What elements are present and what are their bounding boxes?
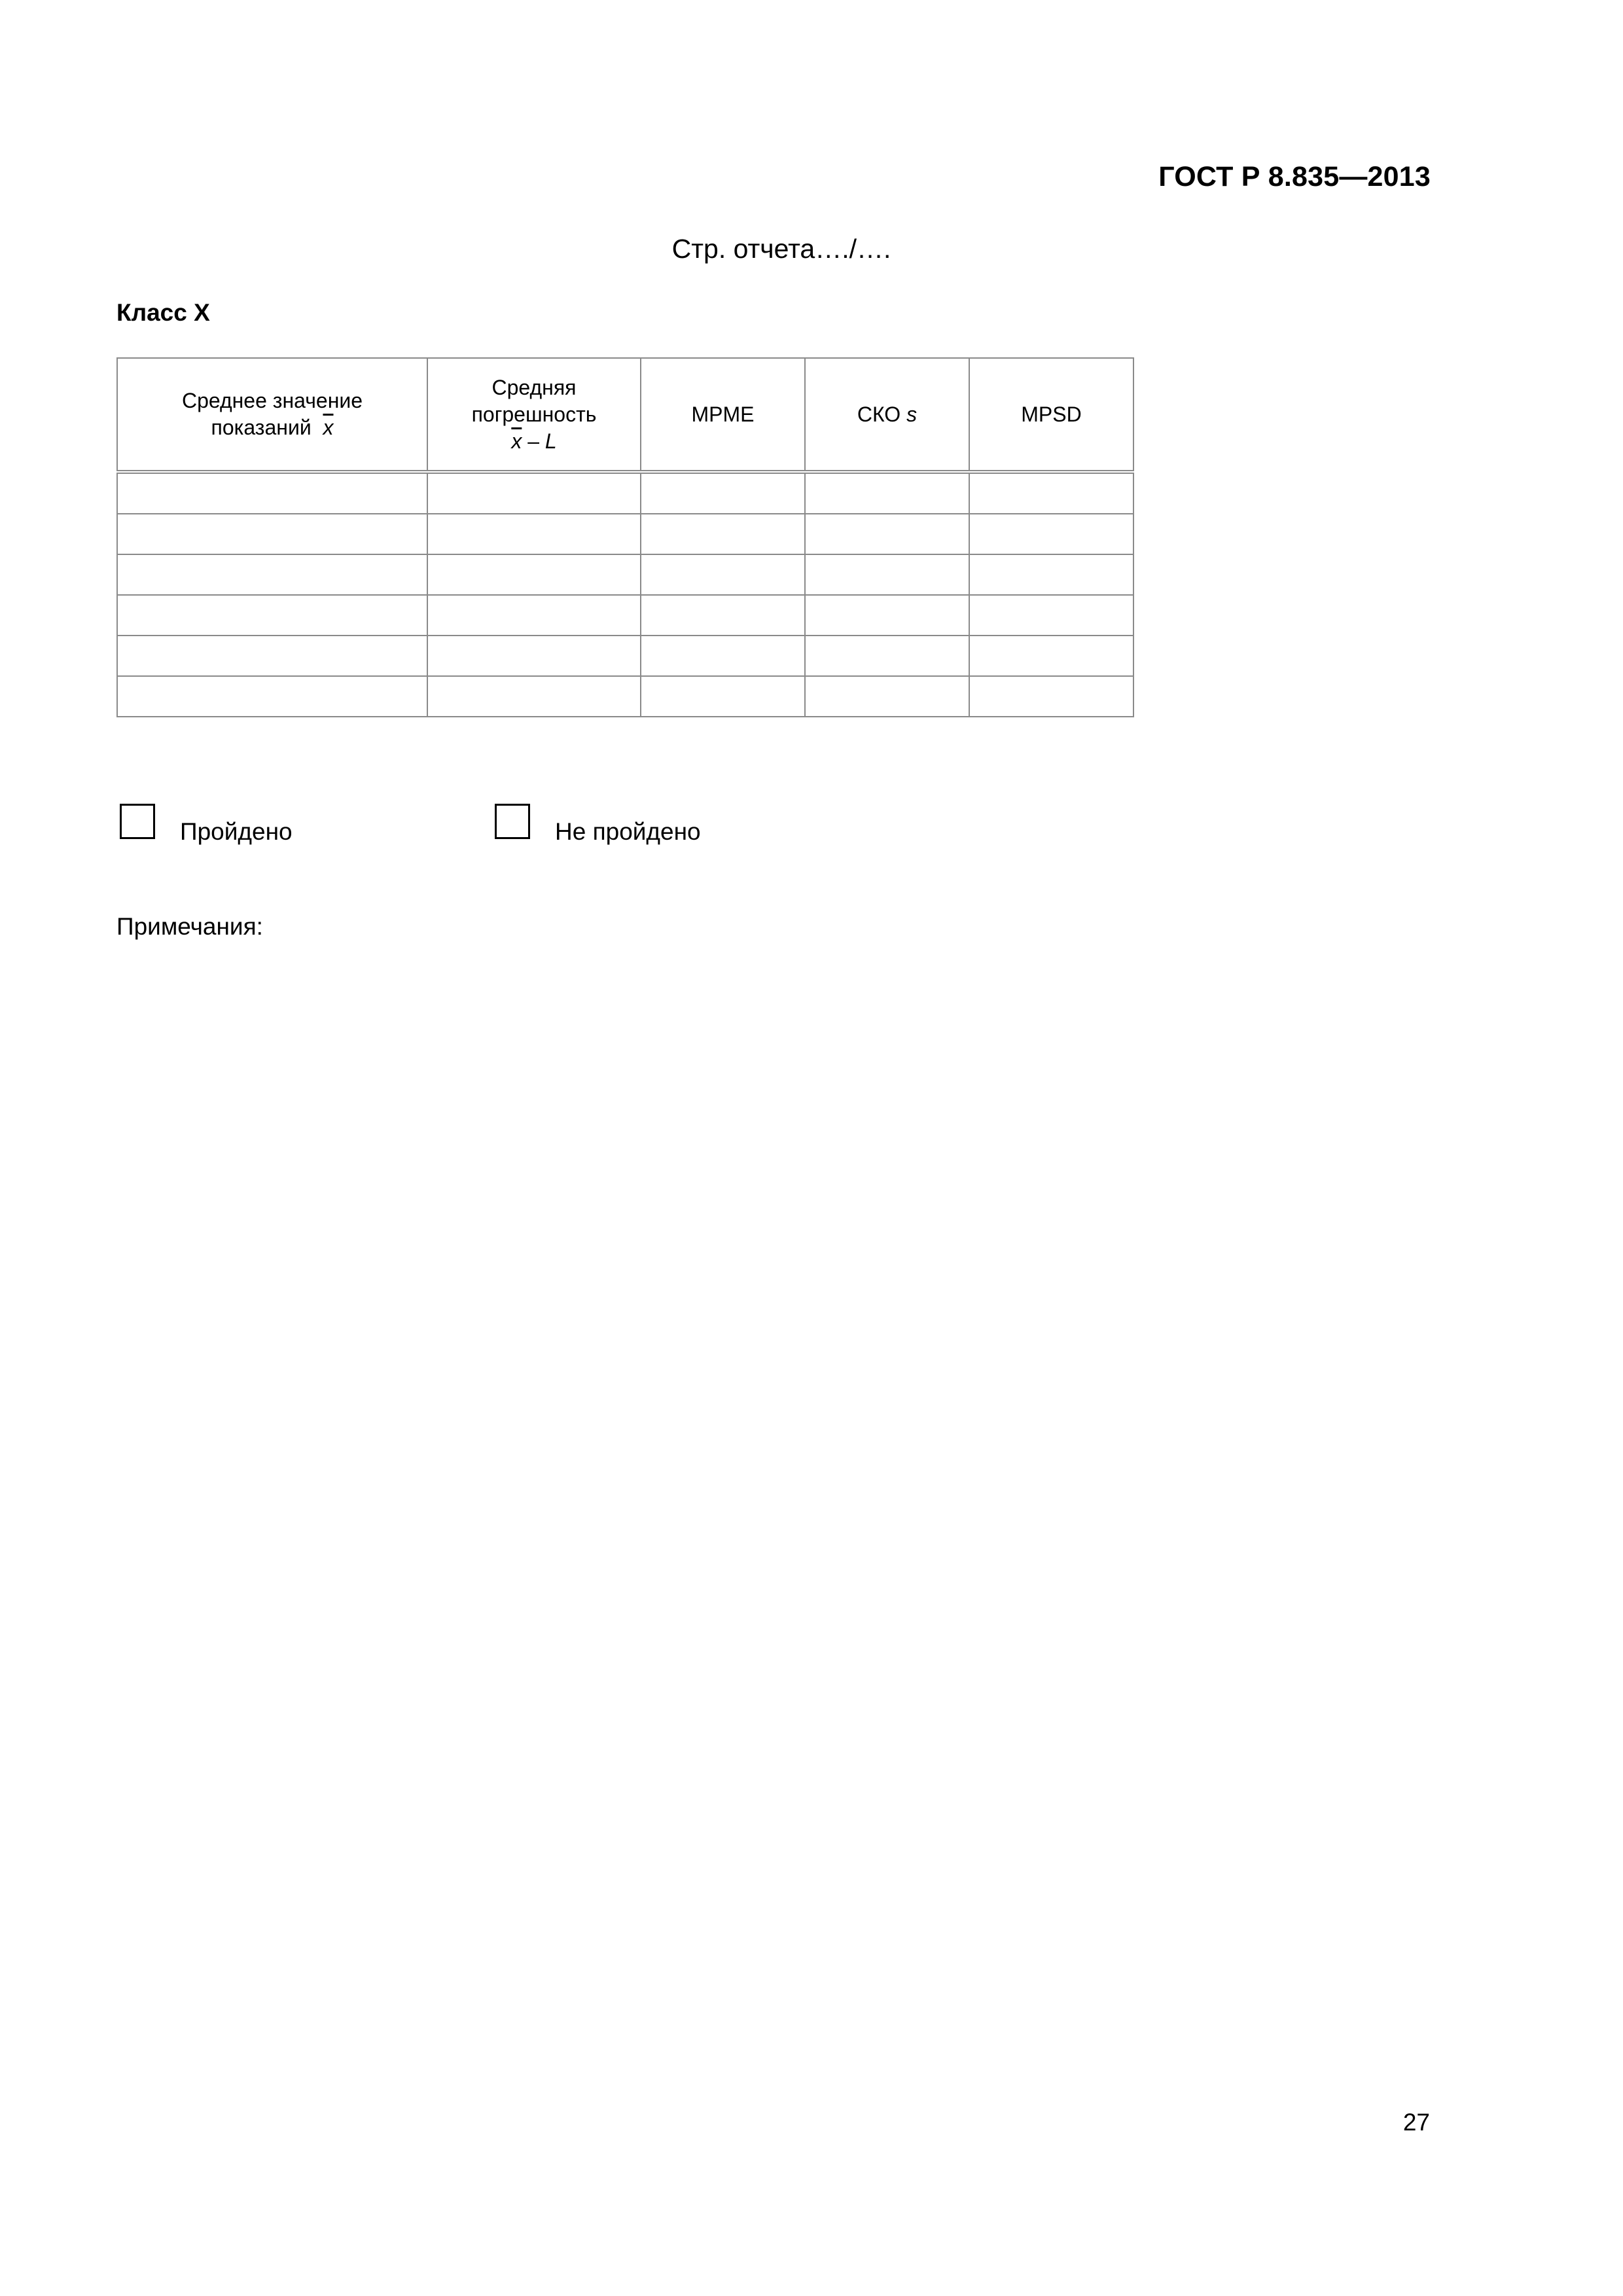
column-header-mean-error: Средняя погрешность $\overline{x}$ – L: [427, 358, 641, 472]
table-cell[interactable]: [427, 554, 641, 595]
table-cell[interactable]: [969, 636, 1133, 676]
results-table: [116, 357, 1134, 717]
table-cell[interactable]: [969, 595, 1133, 636]
table-row: [117, 554, 1133, 595]
class-title: Класс X: [116, 299, 210, 326]
table-cell[interactable]: [117, 676, 427, 717]
table-cell[interactable]: [805, 595, 969, 636]
column-header-mpme: MPME: [641, 358, 805, 472]
table-cell[interactable]: [641, 554, 805, 595]
table-cell[interactable]: [117, 514, 427, 554]
table-cell[interactable]: [427, 595, 641, 636]
report-page-counter: Стр. отчета…./….: [671, 234, 891, 264]
table-row: [117, 472, 1133, 514]
table-header-row: [117, 358, 1133, 472]
table-cell[interactable]: [969, 676, 1133, 717]
failed-label: Не пройдено: [555, 818, 701, 845]
table-cell[interactable]: [969, 514, 1133, 554]
table-cell[interactable]: [117, 636, 427, 676]
table-cell[interactable]: [117, 472, 427, 514]
table-cell[interactable]: [641, 595, 805, 636]
table-cell[interactable]: [805, 514, 969, 554]
table-cell[interactable]: [969, 554, 1133, 595]
table-row: [117, 595, 1133, 636]
column-header-mpsd: MPSD: [969, 358, 1133, 472]
table-cell[interactable]: [427, 472, 641, 514]
notes-label: Примечания:: [116, 913, 263, 940]
table-cell[interactable]: [427, 636, 641, 676]
table-cell[interactable]: [805, 554, 969, 595]
x-bar-symbol: $\overline{x}$: [323, 416, 334, 439]
column-header-sko: СКО s: [805, 358, 969, 472]
table-cell[interactable]: [641, 676, 805, 717]
table-cell[interactable]: [427, 514, 641, 554]
table-cell[interactable]: [117, 554, 427, 595]
table-cell[interactable]: [641, 472, 805, 514]
table-cell[interactable]: [805, 636, 969, 676]
x-bar-symbol: $\overline{x}$: [511, 429, 522, 453]
page-number: 27: [1402, 2109, 1430, 2136]
table-body: [117, 472, 1133, 717]
table-row: [117, 676, 1133, 717]
table-cell[interactable]: [117, 595, 427, 636]
failed-checkbox[interactable]: [495, 804, 530, 839]
s-symbol: s: [906, 402, 918, 426]
l-symbol: L: [544, 429, 557, 453]
result-options: [120, 804, 905, 850]
passed-label: Пройдено: [180, 818, 293, 845]
table-cell[interactable]: [641, 636, 805, 676]
table-row: [117, 636, 1133, 676]
passed-option[interactable]: [120, 804, 447, 850]
table-cell[interactable]: [969, 472, 1133, 514]
table-cell[interactable]: [427, 676, 641, 717]
standard-code: ГОСТ Р 8.835—2013: [1158, 161, 1431, 192]
table-row: [117, 514, 1133, 554]
failed-option[interactable]: [495, 804, 822, 850]
passed-checkbox[interactable]: [120, 804, 155, 839]
table-cell[interactable]: [641, 514, 805, 554]
table-cell[interactable]: [805, 676, 969, 717]
table-cell[interactable]: [805, 472, 969, 514]
column-header-mean-reading: Среднее значение показаний $\overline{x}$: [117, 358, 427, 472]
